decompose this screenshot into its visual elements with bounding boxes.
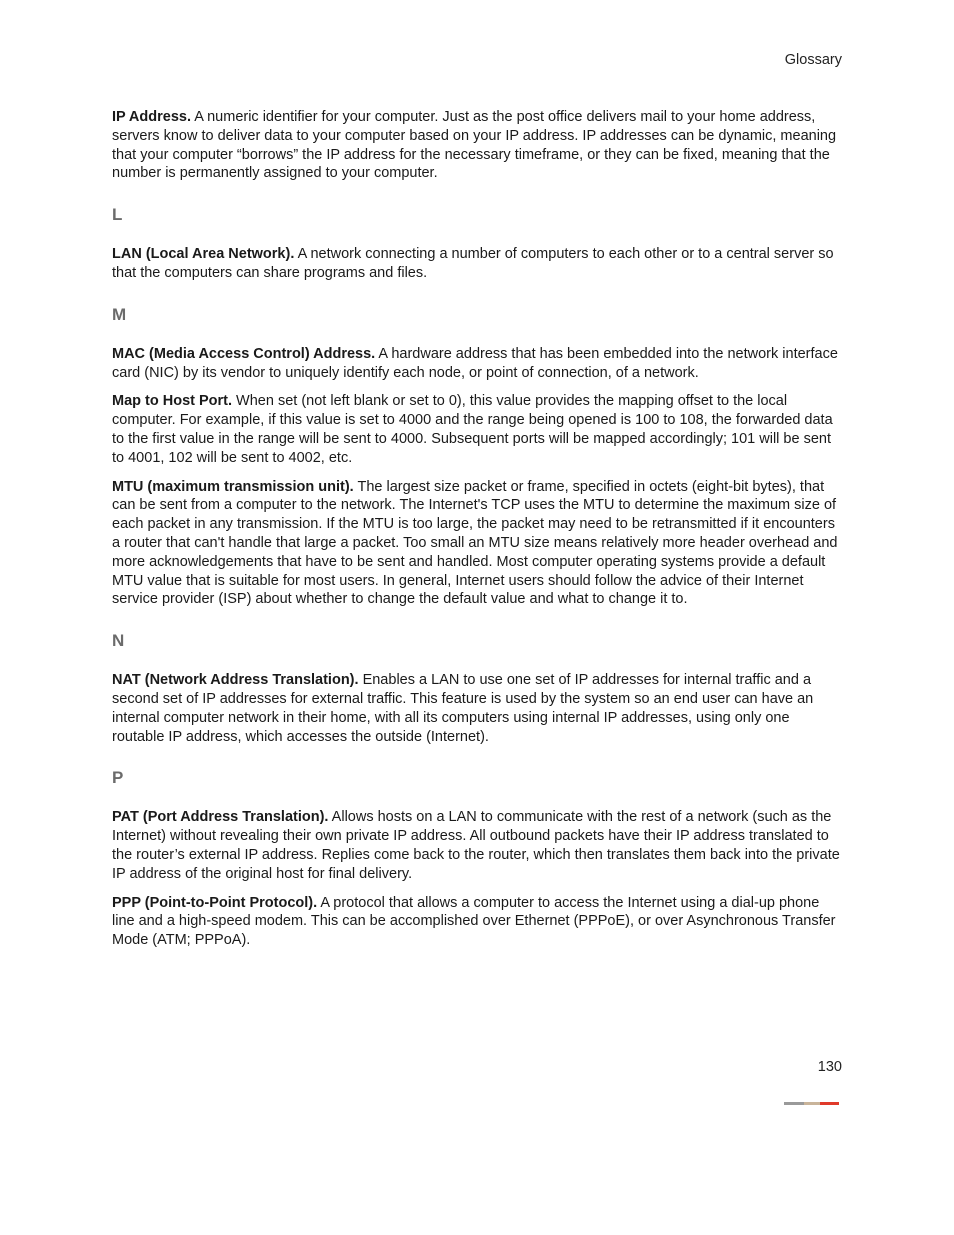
glossary-definition: A network connecting a number of computers to each other or to a central server so that the computers can share programs and files. (112, 246, 834, 281)
section-letter-heading: P (112, 768, 124, 788)
footer-color-bar (784, 1102, 839, 1105)
glossary-term: MAC (Media Access Control) Address. (112, 345, 376, 362)
glossary-definition: When set (not left blank or set to 0), this value provides the mapping offset to the local computer. For example, if this value is set to 4000 and the range being opened is 100 to 108, the forwarded data to the first value in the range will be sent to 4000. Subsequent ports will be mapped accordingly; 101 will be sent to 4001, 102 will be sent to 4002, etc. (112, 393, 833, 466)
running-header: Glossary (784, 52, 842, 68)
glossary-term: LAN (Local Area Network). (112, 246, 295, 263)
footer-bar-segment (804, 1102, 820, 1105)
glossary-entry (112, 808, 842, 883)
footer-bar-segment (784, 1102, 804, 1105)
page-number: 130 (817, 1059, 842, 1075)
glossary-term: PAT (Port Address Translation). (112, 809, 329, 826)
glossary-definition: A hardware address that has been embedded into the network interface card (NIC) by its vendor to uniquely identify each node, or point of connection, of a network. (112, 345, 838, 381)
glossary-entry (112, 245, 842, 283)
glossary-term: Map to Host Port. (112, 393, 233, 410)
glossary-entry (112, 478, 842, 610)
section-letter-heading: L (112, 205, 123, 225)
glossary-definition: The largest size packet or frame, specified in octets (eight-bit bytes), that can be sent from a computer to the network. The Internet's TCP uses the MTU to determine the maximum size of each packet in any transmission. If the MTU is too large, the packet may need to be retransmitted if it encounters a router that can't handle that large a packet. Too small an MTU size means relatively more header overhead and more acknowledgements that have to be sent and handled. Most computer operating systems provide a default MTU value that is suitable for most users. In general, Internet users should follow the advice of their Internet service provider (ISP) about whether to change the default value and what to change it to. (112, 478, 838, 608)
glossary-content (112, 108, 842, 960)
glossary-entry (112, 108, 842, 183)
glossary-definition: Enables a LAN to use one set of IP addresses for internal traffic and a second set of IP addresses for external traffic. This feature is used by the system so an end user can have an internal computer network in their home, with all its computers using internal IP addresses, using only one routable IP address, which accesses the outside (Internet). (112, 672, 814, 745)
glossary-term: NAT (Network Address Translation). (112, 672, 359, 689)
glossary-entry (112, 671, 842, 746)
section-letter-heading: N (112, 631, 125, 651)
glossary-term: MTU (maximum transmission unit). (112, 478, 354, 495)
glossary-term: PPP (Point-to-Point Protocol). (112, 894, 318, 911)
glossary-definition: A numeric identifier for your computer. Just as the post office delivers mail to your home address, servers know to deliver data to your computer based on your IP address. IP addresses can be dynamic, meaning that your computer “borrows” the IP address for the necessary timeframe, or they can be fixed, meaning that the number is permanently assigned to your computer. (112, 109, 837, 182)
footer-bar-segment (820, 1102, 839, 1105)
glossary-entry (112, 894, 842, 950)
section-letter-heading: M (112, 304, 127, 324)
glossary-entry (112, 345, 842, 383)
glossary-entry (112, 392, 842, 467)
glossary-term: IP Address. (112, 109, 191, 125)
glossary-definition: Allows hosts on a LAN to communicate with the rest of a network (such as the Internet) without revealing their own private IP address. All outbound packets have their IP address translated to the router’s external IP address. Replies come back to the router, which then translates them back into the private IP address of the original host for final delivery. (112, 809, 840, 882)
glossary-definition: A protocol that allows a computer to access the Internet using a dial-up phone line and a high-speed modem. This can be accomplished over Ethernet (PPPoE), or over Asynchronous Transfer Mode (ATM; PPPoA). (112, 894, 836, 949)
